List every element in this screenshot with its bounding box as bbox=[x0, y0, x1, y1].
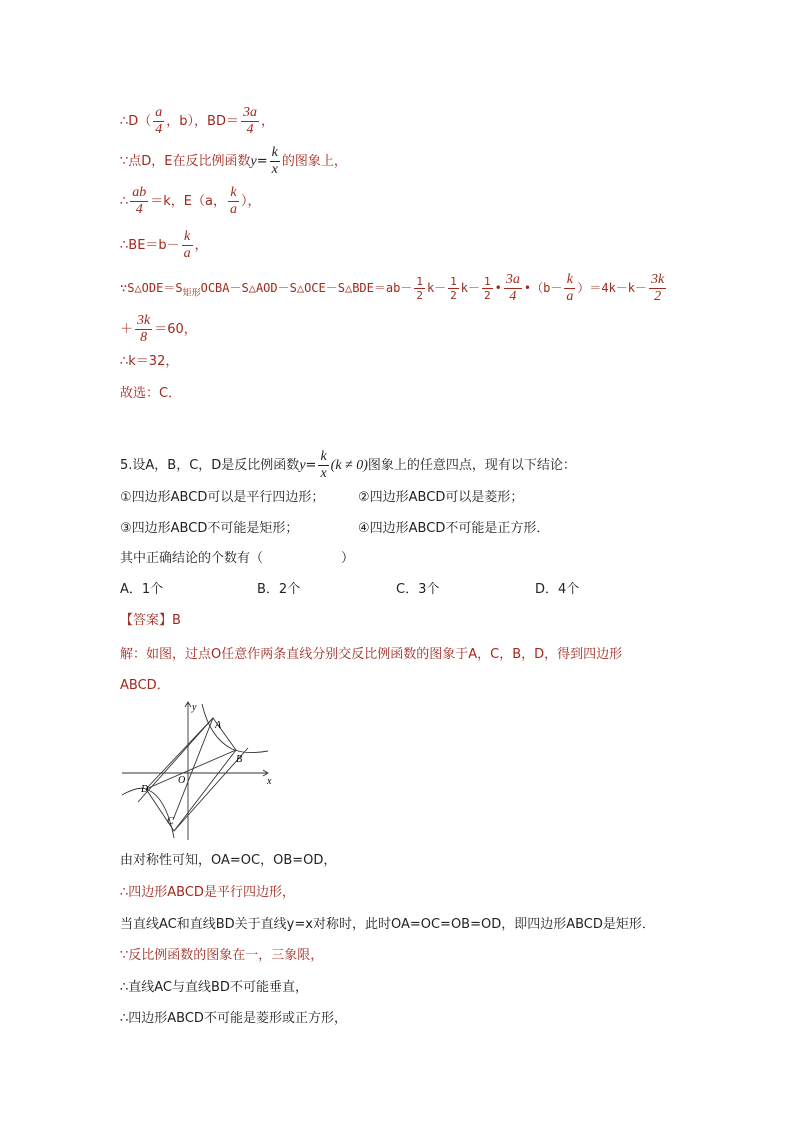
denominator: 2 bbox=[654, 289, 662, 304]
answer-line bbox=[120, 611, 181, 631]
text: ，b），BD＝ bbox=[166, 114, 239, 129]
option-c: C．3个 bbox=[396, 582, 440, 597]
numerator: ab bbox=[132, 185, 147, 200]
solution-line-2 bbox=[120, 146, 347, 177]
numerator: 1 bbox=[484, 275, 491, 288]
origin-label: O bbox=[178, 775, 186, 786]
math-eq: = bbox=[256, 154, 268, 169]
text: 的图象上， bbox=[281, 154, 347, 169]
denominator: 2 bbox=[484, 289, 491, 302]
numerator: k bbox=[182, 230, 193, 246]
answer-label: 【答案】 bbox=[120, 613, 173, 628]
math-y: y bbox=[250, 154, 257, 169]
numerator: k bbox=[564, 273, 575, 289]
text: ＋ bbox=[120, 322, 134, 337]
text: k－ bbox=[460, 281, 481, 295]
text: 5.设A，B，C，D是反比例函数 bbox=[120, 458, 300, 473]
hyperbola-branch-3 bbox=[122, 788, 174, 838]
denominator: 4 bbox=[246, 122, 254, 137]
conclusion-4: ④四边形ABCD不可能是正方形． bbox=[358, 521, 550, 536]
text: 图象上的任意四点，现有以下结论： bbox=[367, 458, 576, 473]
after-line-5: ∴直线AC与直线BD不可能垂直， bbox=[120, 980, 308, 995]
numerator: 3k bbox=[651, 272, 665, 287]
after-line-3: 当直线AC和直线BD关于直线y=x对称时，此时OA=OC=OB=OD，即四边形ABCD是矩形． bbox=[120, 917, 655, 932]
fraction bbox=[482, 276, 493, 301]
fraction bbox=[130, 186, 148, 217]
option-a: A．1个 bbox=[120, 582, 164, 597]
denominator: a bbox=[566, 289, 574, 304]
denominator: 4 bbox=[509, 289, 517, 304]
fraction bbox=[135, 314, 152, 345]
math-y: y bbox=[299, 458, 306, 473]
point-b-label: B bbox=[236, 754, 243, 765]
option-d: D．4个 bbox=[535, 582, 580, 597]
text: ∵S△ODE＝S bbox=[120, 281, 183, 295]
math-eq: = bbox=[305, 458, 317, 473]
after-line-2: ∴四边形ABCD是平行四边形， bbox=[120, 885, 295, 900]
numerator: 3a bbox=[242, 105, 257, 120]
text: ， bbox=[194, 238, 208, 253]
denominator: 8 bbox=[140, 330, 148, 345]
solution-line-4 bbox=[120, 230, 208, 261]
numerator: 3a bbox=[505, 272, 520, 287]
numerator: k bbox=[228, 186, 239, 202]
after-line-4: ∵反比例函数的图象在一，三象限， bbox=[120, 948, 324, 963]
text: ）＝4k－k－ bbox=[577, 281, 648, 295]
text: k－ bbox=[426, 281, 447, 295]
denominator: x bbox=[271, 162, 278, 177]
denominator: 4 bbox=[155, 122, 163, 137]
hyperbola-branch-1 bbox=[202, 704, 268, 753]
text: OCBA－S△AOD－S△OCE－S△BDE＝ab－ bbox=[200, 281, 413, 295]
text: ， bbox=[260, 114, 274, 129]
numerator: k bbox=[271, 145, 278, 160]
fraction bbox=[241, 106, 259, 137]
text: ∴ bbox=[120, 194, 129, 209]
numerator: 1 bbox=[416, 275, 423, 288]
solution-line-3 bbox=[120, 186, 261, 217]
denominator: x bbox=[320, 466, 327, 481]
fraction bbox=[270, 146, 280, 177]
hyperbola-figure bbox=[118, 700, 278, 842]
text: ∴D（ bbox=[120, 114, 152, 129]
conclusion-3: ③四边形ABCD不可能是矩形； bbox=[120, 521, 299, 536]
point-d-label: D bbox=[141, 784, 149, 795]
line-bd bbox=[146, 750, 236, 789]
fraction bbox=[414, 276, 425, 301]
answer-value: B bbox=[172, 613, 181, 628]
option-b: B．2个 bbox=[257, 582, 301, 597]
solution-line-6 bbox=[120, 314, 197, 345]
solution-line-1 bbox=[120, 106, 274, 137]
conclusion-2: ②四边形ABCD可以是菱形； bbox=[358, 490, 524, 505]
text: •（b－ bbox=[523, 281, 563, 295]
numerator: k bbox=[320, 449, 327, 464]
fraction bbox=[564, 273, 575, 304]
text: ∵点D，E在反比例函数 bbox=[120, 154, 251, 169]
fraction bbox=[448, 276, 459, 301]
denominator: 2 bbox=[450, 289, 457, 302]
point-a-label: A bbox=[215, 720, 222, 731]
y-label: y bbox=[192, 702, 197, 713]
denominator: a bbox=[183, 246, 191, 261]
question-5 bbox=[120, 450, 576, 481]
solution-line-5 bbox=[120, 273, 668, 304]
fraction bbox=[504, 273, 522, 304]
fraction bbox=[182, 230, 193, 261]
guide-line bbox=[138, 718, 213, 802]
point-c-label: C bbox=[167, 816, 174, 827]
conclusion-1: ①四边形ABCD可以是平行四边形； bbox=[120, 490, 325, 505]
solution-text-2: ABCD． bbox=[120, 678, 170, 693]
solution-text-1: 解：如图，过点O任意作两条直线分别交反比例函数的图象于A，C，B，D，得到四边形 bbox=[120, 647, 623, 662]
x-label: x bbox=[267, 776, 272, 787]
denominator: a bbox=[230, 202, 237, 217]
text: ）， bbox=[241, 194, 261, 209]
fraction bbox=[318, 450, 328, 481]
condition: (k ≠ 0) bbox=[330, 458, 368, 473]
text: 由对称性可知，OA=OC，OB=OD， bbox=[120, 853, 337, 868]
after-line-1 bbox=[120, 851, 336, 871]
solution-line-8: 故选：C． bbox=[120, 386, 182, 401]
text: ＝k，E（a， bbox=[150, 194, 226, 209]
fraction bbox=[228, 186, 239, 217]
question-stem: 其中正确结论的个数有（ ） bbox=[120, 551, 355, 566]
denominator: 2 bbox=[416, 289, 423, 302]
numerator: 3k bbox=[137, 313, 151, 328]
fraction bbox=[649, 273, 666, 304]
after-line-6: ∴四边形ABCD不可能是菱形或正方形， bbox=[120, 1011, 347, 1026]
text: ∴BE＝b－ bbox=[120, 238, 180, 253]
subscript: 矩形 bbox=[182, 288, 201, 299]
text: ＝60， bbox=[154, 322, 197, 337]
fraction bbox=[153, 106, 164, 137]
solution-line-7: ∴k＝32， bbox=[120, 354, 179, 369]
text: • bbox=[494, 281, 502, 295]
numerator: a bbox=[155, 105, 163, 120]
numerator: 1 bbox=[450, 275, 457, 288]
denominator: 4 bbox=[135, 202, 143, 217]
